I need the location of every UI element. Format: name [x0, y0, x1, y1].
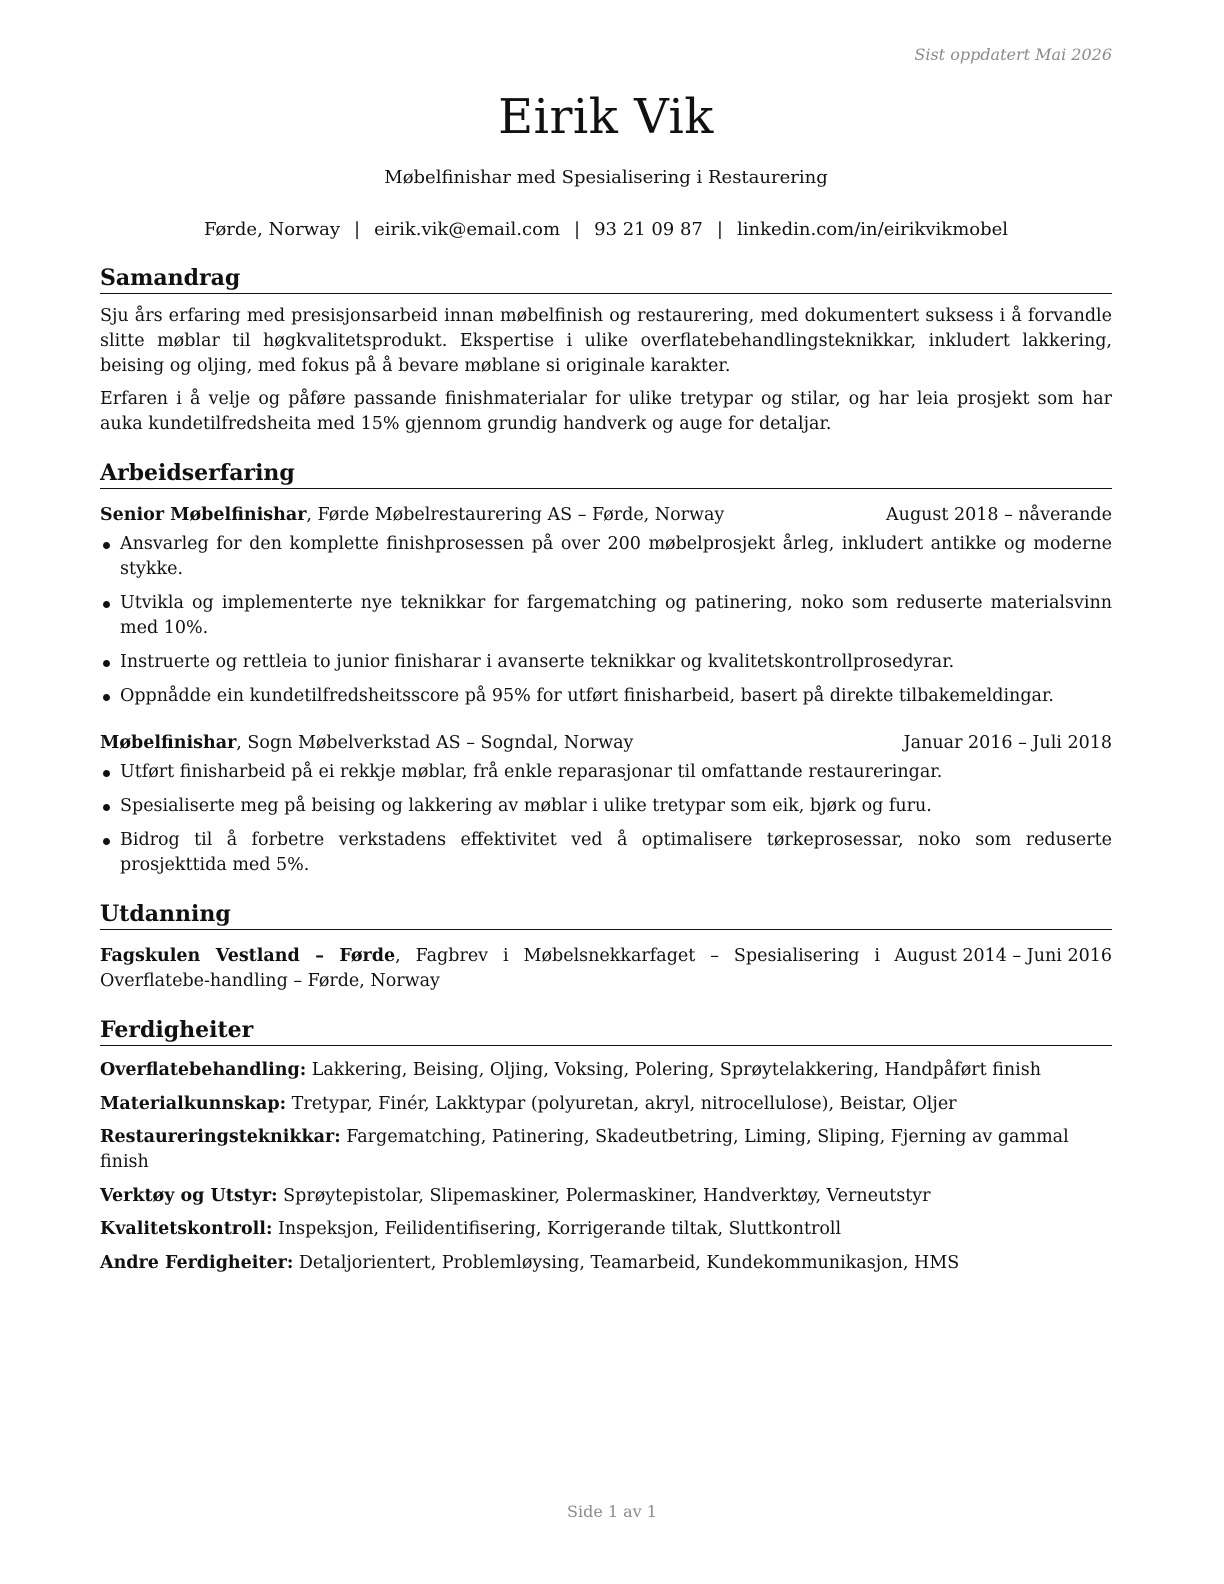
job-header	[100, 503, 1112, 528]
bullet-icon	[103, 838, 110, 845]
bullet-text: Utført finisharbeid på ei rekkje møblar, frå enkle reparasjonar til omfattande restaureringar.	[120, 762, 943, 782]
bullet-icon	[103, 601, 110, 608]
job-role-company	[100, 731, 633, 756]
bullet-text: Spesialiserte meg på beising og lakkering av møblar i ulike tretypar som eik, bjørk og furu.	[120, 796, 932, 816]
contact-location: Førde, Norway	[203, 219, 341, 240]
skill-row	[100, 1251, 1112, 1276]
skill-value: Tretypar, Finér, Lakktypar (polyuretan, akryl, nitrocellulose), Beistar, Oljer	[286, 1093, 957, 1114]
skill-row	[100, 1125, 1112, 1175]
page-footer: Side 1 av 1	[567, 1502, 657, 1521]
section-title-skills: Ferdigheiter	[100, 1016, 1112, 1046]
job-dates: Januar 2016 – Juli 2018	[903, 733, 1112, 753]
skill-row	[100, 1217, 1112, 1242]
bullet-text: Ansvarleg for den komplette finishprosessen på over 200 møbelprosjekt årleg, inkludert antikke og moderne stykke.	[120, 534, 1112, 579]
contact-linkedin[interactable]: linkedin.com/in/eirikvikmobel	[736, 219, 1009, 240]
skill-value: Fargematching, Patinering, Skadeutbetring, Liming, Sliping, Fjerning av gammal finish	[100, 1127, 1069, 1173]
contact-separator: |	[574, 219, 581, 240]
summary-paragraph: Sju års erfaring med presisjonsarbeid innan møbelfinish og restaurering, med dokumentert suksess i å forvandle slitte møblar til høgkvalitetsprodukt. Ekspertise i ulike overflatebehandlingsteknikkar, inkludert lakkering, beising og oljing, med fokus på å bevare møblane si originale karakter.	[100, 306, 1112, 376]
job-entry	[100, 503, 1112, 709]
bullet-icon	[103, 694, 110, 701]
contact-separator: |	[354, 219, 361, 240]
job-header	[100, 731, 1112, 756]
contact-phone: 93 21 09 87	[594, 219, 703, 240]
bullet-icon	[103, 542, 110, 549]
contact-separator: |	[716, 219, 723, 240]
candidate-name: Eirik Vik	[498, 89, 714, 145]
bullet-text: Instruerte og rettleia to junior finisharar i avanserte teknikkar og kvalitetskontrollprosedyrar.	[120, 652, 955, 672]
list-item	[100, 760, 1112, 785]
skill-row	[100, 1184, 1112, 1209]
skill-label: Kvalitetskontroll:	[100, 1219, 273, 1240]
skill-row	[100, 1092, 1112, 1117]
education-school-details	[100, 944, 880, 994]
section-title-experience: Arbeidserfaring	[100, 459, 1112, 489]
candidate-headline: Møbelfinishar med Spesialisering i Restaurering	[384, 167, 828, 188]
job-role-company	[100, 503, 724, 528]
list-item	[100, 794, 1112, 819]
skill-label: Overflatebehandling:	[100, 1060, 307, 1080]
skill-label: Materialkunnskap:	[100, 1093, 287, 1114]
job-role: Møbelfinishar	[100, 733, 237, 753]
bullet-icon	[103, 770, 110, 777]
education-dates: August 2014 – Juni 2016	[894, 946, 1112, 966]
skill-value: Lakkering, Beising, Oljing, Voksing, Polering, Sprøytelakkering, Handpåført finish	[306, 1060, 1042, 1080]
job-company: , Sogn Møbelverkstad AS – Sogndal, Norway	[236, 733, 634, 753]
contact-email[interactable]: eirik.vik@email.com	[374, 219, 561, 240]
skill-label: Verktøy og Utstyr:	[100, 1185, 278, 1206]
section-title-education: Utdanning	[100, 900, 1112, 930]
education-details: , Fagbrev i Møbelsnekkarfaget – Spesialisering i Overflatebe-handling – Førde, Norway	[100, 946, 880, 991]
skill-value: Inspeksjon, Feilidentifisering, Korrigerande tiltak, Sluttkontroll	[272, 1219, 842, 1240]
education-entry	[100, 944, 1112, 994]
contact-line	[100, 218, 1112, 242]
bullet-text: Oppnådde ein kundetilfredsheitsscore på 95% for utført finisharbeid, basert på direkte tilbakemeldingar.	[120, 686, 1054, 706]
bullet-icon	[103, 660, 110, 667]
list-item	[100, 684, 1112, 709]
job-bullets	[100, 532, 1112, 709]
list-item	[100, 532, 1112, 582]
skills-list	[100, 1058, 1112, 1276]
job-entry	[100, 731, 1112, 878]
job-role: Senior Møbelfinishar	[100, 505, 307, 525]
skill-value: Sprøytepistolar, Slipemaskiner, Polermaskiner, Handverktøy, Verneutstyr	[277, 1185, 931, 1206]
bullet-icon	[103, 804, 110, 811]
job-dates: August 2018 – nåverande	[886, 505, 1112, 525]
last-updated: Sist oppdatert Mai 2026	[914, 45, 1112, 64]
job-bullets	[100, 760, 1112, 878]
skill-label: Andre Ferdigheiter:	[100, 1252, 294, 1273]
skill-label: Restaureringsteknikkar:	[100, 1127, 341, 1148]
job-company: , Førde Møbelrestaurering AS – Førde, Norway	[306, 505, 725, 525]
education-school: Fagskulen Vestland – Førde	[100, 946, 396, 966]
bullet-text: Bidrog til å forbetre verkstadens effektivitet ved å optimalisere tørkeprosessar, noko som reduserte prosjekttida med 5%.	[120, 830, 1112, 875]
summary-paragraph: Erfaren i å velje og påføre passande finishmaterialar for ulike tretypar og stilar, og har leia prosjekt som har auka kundetilfredsheita med 15% gjennom grundig handverk og auge for detaljar.	[100, 389, 1112, 434]
list-item	[100, 828, 1112, 878]
skill-row	[100, 1058, 1112, 1083]
list-item	[100, 591, 1112, 641]
skill-value: Detaljorientert, Problemløysing, Teamarbeid, Kundekommunikasjon, HMS	[293, 1252, 960, 1273]
bullet-text: Utvikla og implementerte nye teknikkar for fargematching og patinering, noko som reduserte materialsvinn med 10%.	[120, 593, 1112, 638]
section-title-summary: Samandrag	[100, 264, 1112, 294]
resume-content	[100, 86, 1112, 1285]
list-item	[100, 650, 1112, 675]
